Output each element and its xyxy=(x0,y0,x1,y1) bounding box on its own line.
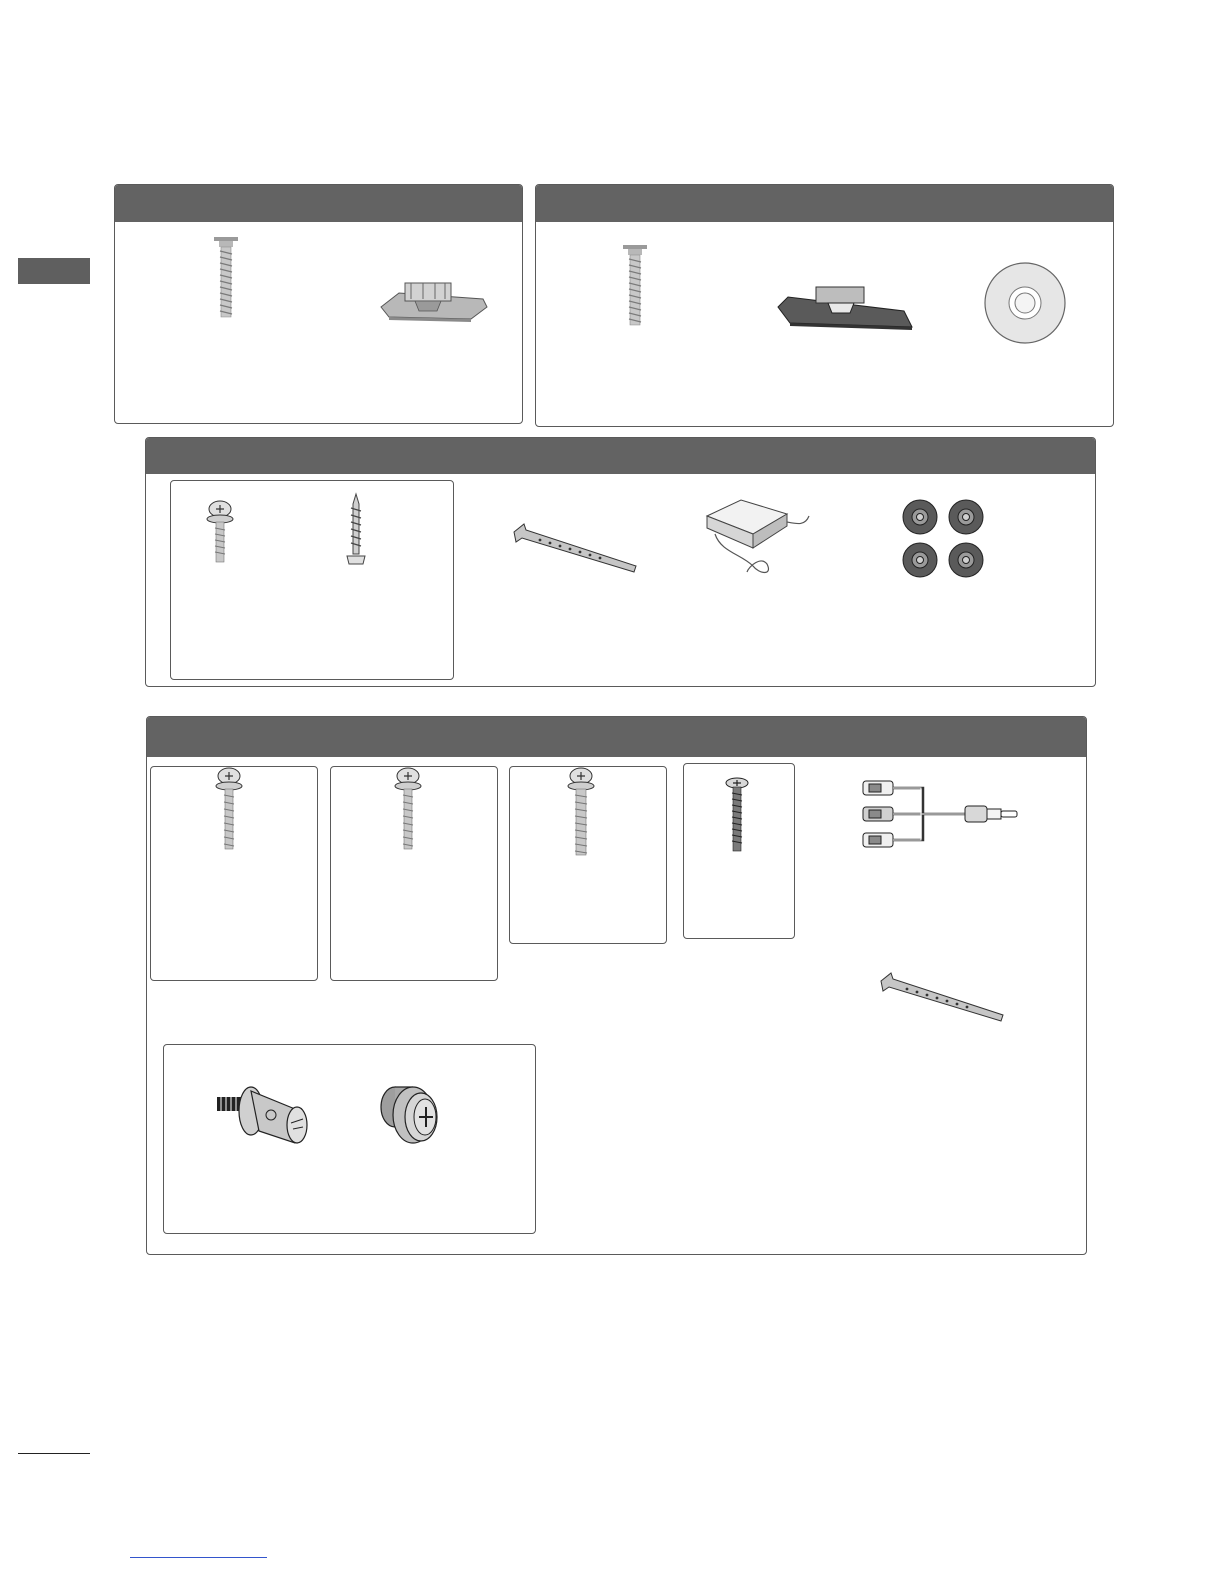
panel-header xyxy=(536,185,1113,222)
panel-header xyxy=(146,438,1095,474)
cd-manual-icon xyxy=(983,261,1067,345)
section-tab xyxy=(18,258,90,284)
av-cable-icon xyxy=(861,779,1027,851)
machine-screw-icon xyxy=(723,777,751,853)
long-bolt-icon xyxy=(565,767,597,857)
long-bolt-icon xyxy=(213,767,245,851)
footer-rule xyxy=(18,1453,90,1454)
stand-body-icon xyxy=(776,281,916,335)
panel-header xyxy=(147,717,1086,757)
footer-link-underline xyxy=(130,1557,267,1558)
bolt-with-washer-icon xyxy=(204,500,236,564)
washer-screw-icon xyxy=(377,1081,443,1153)
panel-header xyxy=(115,185,522,222)
cable-holder-icon xyxy=(510,522,640,574)
wood-screw-icon xyxy=(344,494,368,566)
stand-screw-icon xyxy=(620,245,650,327)
cable-holder-icon xyxy=(877,971,1007,1023)
stand-base-icon xyxy=(379,277,491,327)
panel-options xyxy=(146,716,1087,1255)
panel-stand-a xyxy=(114,184,523,424)
wall-mount-bolt-icon xyxy=(215,1073,311,1157)
long-bolt-icon xyxy=(392,767,424,851)
panel-accessories xyxy=(145,437,1096,687)
stand-screw-icon xyxy=(211,237,241,319)
panel-stand-b xyxy=(535,184,1114,427)
ac-adapter-icon xyxy=(701,494,817,580)
protective-covers-icon xyxy=(898,496,990,584)
